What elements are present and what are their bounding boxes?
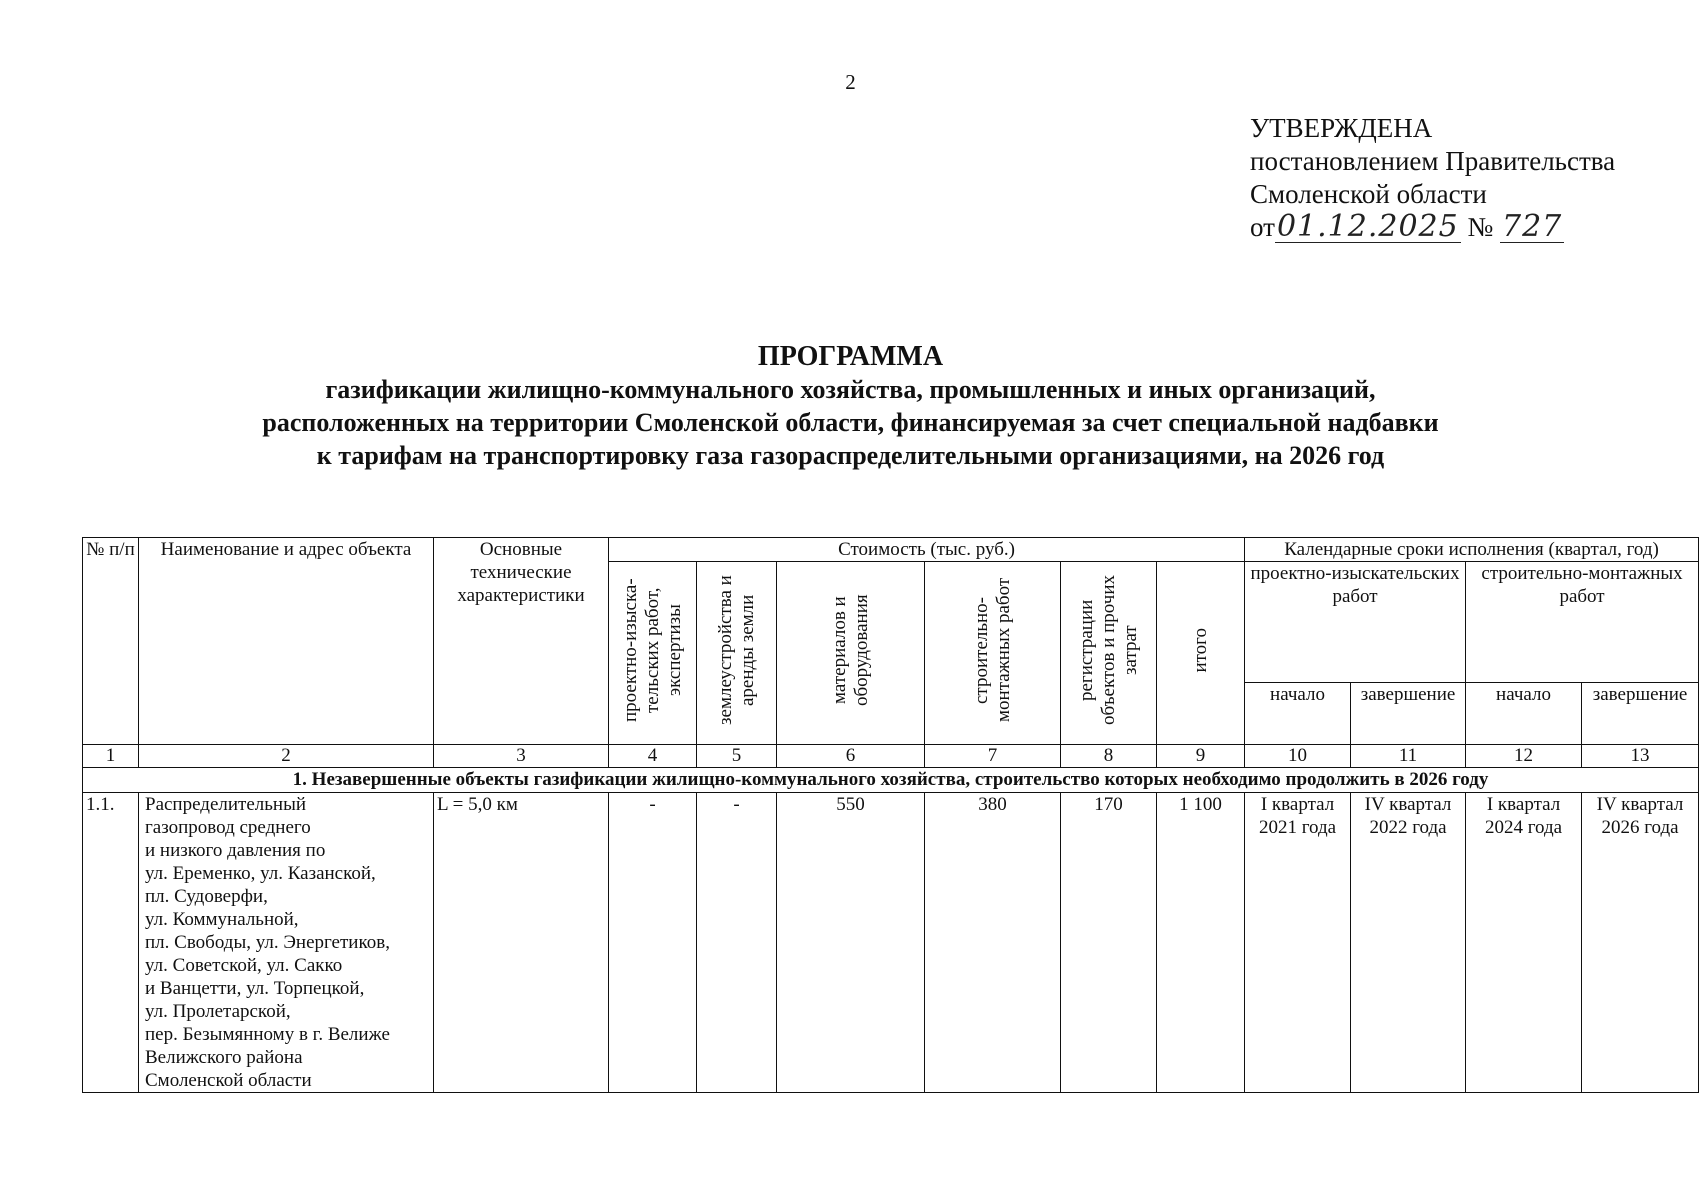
row-cost-construction: 380 (925, 793, 1061, 1093)
header-name: Наименование и адрес объекта (139, 538, 434, 745)
row-construction-end: IV квартал 2026 года (1582, 793, 1699, 1093)
header-survey-end: завершение (1351, 683, 1466, 745)
header-cost-total: итого (1157, 562, 1245, 745)
number-prefix: № (1467, 212, 1494, 242)
row-survey-end: IV квартал 2022 года (1351, 793, 1466, 1093)
title-heading: ПРОГРАММА (757, 341, 944, 372)
table-row (83, 793, 1699, 1093)
col-number: 13 (1582, 745, 1699, 768)
row-name: Распределительный газопровод среднего и низкого давления по ул. Еременко, ул. Казанской, пл. Судоверфи, ул. Коммунальной, пл. Свободы, ул. Энергетиков, ул. Советской, ул. Сакко и Ванцетти, ул. Торпецкой, ул. Пролетарской, пер. Безымянному в г. Велиже Велижского района Смоленской области (139, 793, 434, 1093)
col-number: 8 (1061, 745, 1157, 768)
header-tech: Основные технические характеристики (434, 538, 609, 745)
header-schedule-construction: строительно-монтажных работ (1466, 562, 1699, 683)
header-schedule: Календарные сроки исполнения (квартал, год) (1245, 538, 1699, 562)
row-cost-materials: 550 (777, 793, 925, 1093)
header-construction-end: завершение (1582, 683, 1699, 745)
row-construction-start: I квартал 2024 года (1466, 793, 1582, 1093)
col-number: 5 (697, 745, 777, 768)
header-num: № п/п (83, 538, 139, 745)
col-number: 4 (609, 745, 697, 768)
row-survey-start: I квартал 2021 года (1245, 793, 1351, 1093)
section-title: 1. Незавершенные объекты газификации жилищно-коммунального хозяйства, строительство которых необходимо продолжить в 2026 году (83, 768, 1699, 793)
col-number: 11 (1351, 745, 1466, 768)
header-cost: Стоимость (тыс. руб.) (609, 538, 1245, 562)
handwritten-date: 01.12.2025 (1276, 209, 1459, 244)
row-cost-registration: 170 (1061, 793, 1157, 1093)
col-number: 10 (1245, 745, 1351, 768)
approval-line-2: постановлением Правительства (1250, 146, 1616, 176)
approval-line-1: УТВЕРЖДЕНА (1250, 113, 1433, 143)
header-cost-survey: проектно-изыска-тельских работ, экспертизы (609, 562, 697, 745)
row-tech: L = 5,0 км (434, 793, 609, 1093)
col-number: 2 (139, 745, 434, 768)
col-number: 6 (777, 745, 925, 768)
row-cost-land: - (697, 793, 777, 1093)
col-number: 1 (83, 745, 139, 768)
date-prefix: от (1250, 212, 1275, 242)
title-line-3: к тарифам на транспортировку газа газораспределительными организациями, на 2026 год (316, 441, 1385, 470)
row-cost-survey: - (609, 793, 697, 1093)
title-line-1: газификации жилищно-коммунального хозяйства, промышленных и иных организаций, (325, 375, 1376, 404)
header-cost-construction: строительно-монтажных работ (925, 562, 1061, 745)
header-cost-registration: регистрации объектов и прочих затрат (1061, 562, 1157, 745)
col-number: 7 (925, 745, 1061, 768)
header-cost-land: землеустройства и аренды земли (697, 562, 777, 745)
row-num: 1.1. (83, 793, 139, 1093)
row-cost-total: 1 100 (1157, 793, 1245, 1093)
column-number-row (83, 745, 1699, 768)
document-title (0, 340, 1701, 472)
title-line-2: расположенных на территории Смоленской области, финансируемая за счет специальной надбавки (262, 408, 1439, 437)
header-construction-start: начало (1466, 683, 1582, 745)
program-table (82, 537, 1699, 1093)
col-number: 12 (1466, 745, 1582, 768)
approval-line-3: Смоленской области (1250, 179, 1487, 209)
approval-date-line (1250, 211, 1615, 244)
handwritten-number: 727 (1502, 209, 1563, 244)
page-number: 2 (845, 70, 856, 94)
header-survey-start: начало (1245, 683, 1351, 745)
col-number: 9 (1157, 745, 1245, 768)
approval-stamp (1250, 112, 1615, 244)
header-cost-materials: материалов и оборудования (777, 562, 925, 745)
col-number: 3 (434, 745, 609, 768)
header-schedule-survey: проектно-изыскательских работ (1245, 562, 1466, 683)
